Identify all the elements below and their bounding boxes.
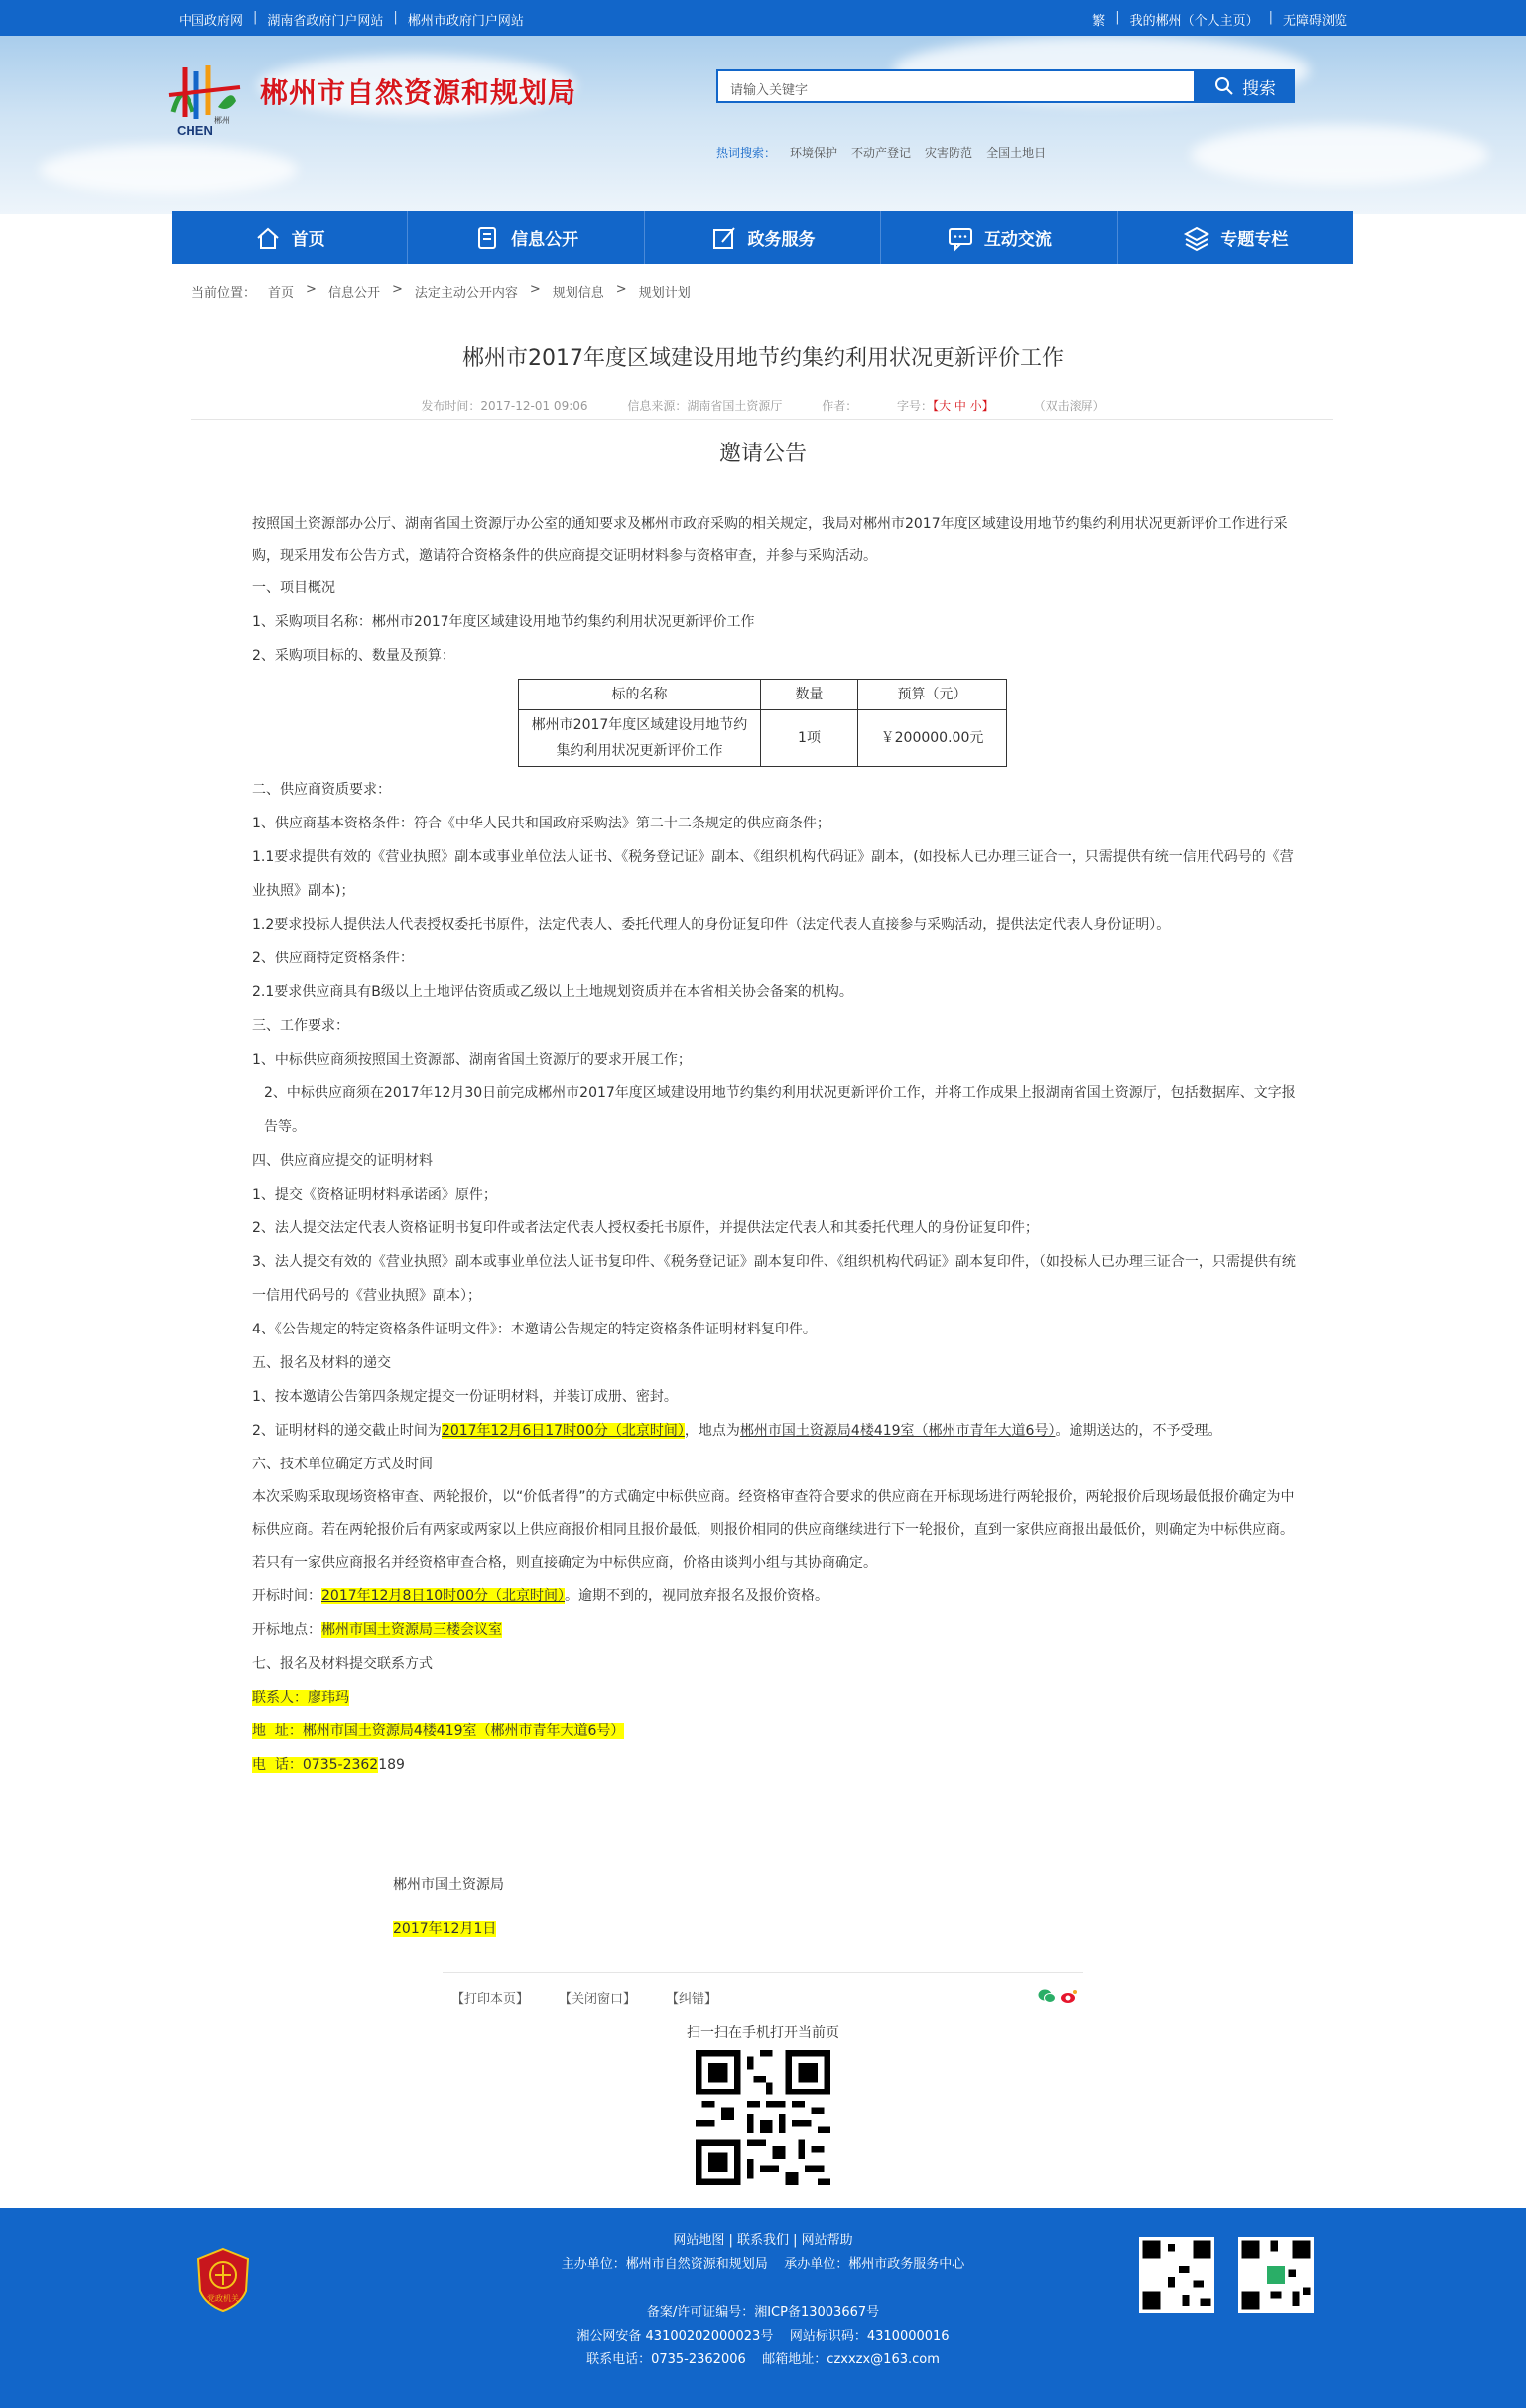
top-bar [0,0,1526,36]
info-source: 信息来源：湖南省国土资源厅 [627,399,783,413]
home-icon [254,224,282,252]
article-title: 郴州市2017年度区域建设用地节约集约利用状况更新评价工作 [462,346,1064,371]
section-heading: 五、报名及材料的递交 [252,1355,391,1371]
wechat-icon[interactable] [1038,1988,1056,2004]
section-heading: 三、工作要求： [252,1018,349,1034]
divider [191,419,1333,420]
section-heading: 一、项目概况 [252,580,335,596]
budget-table [518,679,1007,767]
hot-word[interactable]: 灾害防范 [925,146,973,160]
error-report-button[interactable]: 【纠错】 [666,1992,718,2007]
search-button[interactable] [1196,69,1295,103]
svg-text:郴州: 郴州 [214,116,230,125]
paragraph: 开标地点：郴州市国土资源局三楼会议室 [252,1622,502,1638]
edit-icon [710,224,738,252]
author: 作者： [822,399,858,413]
weibo-icon[interactable] [1060,1988,1078,2004]
hot-words-label: 热词搜索： [716,146,777,160]
sign-org: 郴州市国土资源局 [393,1877,504,1893]
article-body [220,508,1307,1782]
paragraph: 2、供应商特定资格条件： [252,951,414,966]
table-header: 标的名称 [519,680,761,710]
main-nav [172,211,1353,264]
layers-icon [1183,224,1210,252]
print-button[interactable]: 【打印本页】 [451,1992,530,2007]
site-logo-icon[interactable] [163,58,244,139]
paragraph: 4、《公告规定的特定资格条件证明文件》：本邀请公告规定的特定资格条件证明材料复印件。 [252,1322,817,1337]
table-cell: 郴州市2017年度区域建设用地节约集约利用状况更新评价工作 [519,710,761,767]
paragraph: 1、供应商基本资格条件：符合《中华人民共和国政府采购法》第二十二条规定的供应商条件； [252,816,830,831]
link-hunan-gov[interactable]: 湖南省政府门户网站 [267,14,384,29]
site-title: 郴州市自然资源和规划局 [260,76,577,109]
contact-phone: 电 话：0735-2362 [252,1757,379,1773]
font-big-button[interactable]: 大 [939,399,952,413]
scroll-hint: （双击滚屏） [1033,399,1105,413]
search-input[interactable]: 请输入关键字 [716,69,1196,103]
paragraph: 按照国土资源部办公厅、湖南省国土资源厅办公室的通知要求及郴州市政府采购的相关规定，我局对郴州市2017年度区域建设用地节约集约利用状况更新评价工作进行采购，现采用发布公告方式，邀请符合资格条件的供应商提交证明材料参与资格审查，并参与采购活动。 [252,516,1288,564]
font-mid-button[interactable]: 中 [954,399,966,413]
hot-word[interactable]: 环境保护 [790,146,838,160]
paragraph [220,1681,1307,1714]
hot-words [716,144,1046,161]
qr-code-icon [1238,2237,1314,2313]
paragraph: 1、提交《资格证明材料承诺函》原件； [252,1187,497,1203]
contact-person: 联系人：廖玮玛 [252,1690,349,1706]
page-actions [451,1988,717,2007]
hot-word[interactable]: 全国土地日 [986,146,1047,160]
link-chenzhou-gov[interactable]: 郴州市政府门户网站 [407,14,524,29]
breadcrumb-item[interactable]: 规划计划 [638,286,691,301]
close-window-button[interactable]: 【关闭窗口】 [559,1992,637,2007]
paragraph: 2、法人提交法定代表人资格证明书复印件或者法定代表人授权委托书原件，并提供法定代表人和其委托代理人的身份证复印件； [252,1220,1039,1236]
scan-hint: 扫一扫在手机打开当前页 [687,2025,839,2041]
bid-place-highlight: 郴州市国土资源局三楼会议室 [321,1622,502,1638]
qr-code-icon [1139,2237,1214,2313]
deadline-highlight: 2017年12月6日17时00分（北京时间） [441,1423,685,1439]
link-traditional[interactable]: 繁 [1092,14,1106,29]
section-heading: 二、供应商资质要求： [252,782,391,798]
paragraph: 3、法人提交有效的《营业执照》副本或事业单位法人证书复印件、《税务登记证》副本复印件、《组织机构代码证》副本复印件，（如投标人已办理三证合一，只需提供有统一信用代码号的《营业执照》副本）； [252,1254,1296,1304]
publish-time: 发布时间：2017-12-01 09:06 [421,399,588,413]
section-heading: 六、技术单位确定方式及时间 [252,1457,433,1472]
footer-host: 主办单位：郴州市自然资源和规划局 承办单位：郴州市政务服务中心 [561,2257,965,2272]
footer [0,2208,1526,2408]
nav-gov-service[interactable]: 政务服务 [645,211,881,264]
nav-info-public[interactable]: 信息公开 [408,211,644,264]
divider [443,1972,1083,1973]
table-cell: ￥200000.00元 [858,710,1007,767]
share-icons [1038,1988,1078,2004]
paragraph: 1、采购项目名称：郴州市2017年度区域建设用地节约集约利用状况更新评价工作 [252,614,755,630]
footer-links[interactable]: 网站地图 | 联系我们 | 网站帮助 [673,2233,853,2248]
nav-special[interactable]: 专题专栏 [1118,211,1353,264]
contact-address: 地 址：郴州市国土资源局4楼419室（郴州市青年大道6号） [252,1723,625,1739]
paragraph: 2、证明材料的递交截止时间为2017年12月6日17时00分（北京时间），地点为郴州市国土资源局4楼419室（郴州市青年大道6号）。逾期送达的，不予受理。 [252,1423,1222,1439]
paragraph: 开标时间：2017年12月8日10时00分（北京时间）。逾期不到的，视同放弃报名及报价资格。 [252,1588,828,1604]
paragraph [220,1714,1307,1748]
svg-text:党政机关: 党政机关 [207,2294,239,2303]
breadcrumb-item[interactable]: 信息公开 [327,286,380,301]
table-header: 预算（元） [858,680,1007,710]
qr-code-icon [696,2050,830,2185]
top-links-right: 繁 | 我的郴州（个人主页） | 无障碍浏览 [1092,10,1347,29]
section-heading: 七、报名及材料提交联系方式 [252,1656,433,1672]
footer-icp: 备案/许可证编号：湘ICP备13003667号 [646,2305,880,2320]
paragraph: 2.1要求供应商具有B级以上土地评估资质或乙级以上土地规划资质并在本省相关协会备案的机构。 [252,984,853,1000]
hot-word[interactable]: 不动产登记 [851,146,912,160]
paragraph: 1.2要求投标人提供法人代表授权委托书原件，法定代表人、委托代理人的身份证复印件（法定代表人直接参与采购活动，提供法定代表人身份证明）。 [252,917,1171,933]
bid-time-highlight: 2017年12月8日10时00分（北京时间） [321,1588,565,1604]
notice-heading: 邀请公告 [718,442,807,466]
font-size-control: 字号：【大 中 小】 [897,399,994,413]
signature-block [393,1863,504,1951]
svg-text:CHEN: CHEN [177,123,213,138]
breadcrumb: 当前位置： 首页 > 信息公开 > 法定主动公开内容 > 规划信息 > 规划计划 [191,282,691,301]
table-cell: 1项 [761,710,858,767]
font-small-button[interactable]: 小 [969,399,982,413]
link-my-chenzhou[interactable]: 我的郴州（个人主页） [1129,14,1259,29]
nav-home[interactable]: 首页 [172,211,408,264]
paragraph: 2、采购项目标的、数量及预算： [252,648,455,664]
paragraph: 2、中标供应商须在2017年12月30日前完成郴州市2017年度区域建设用地节约集约利用状况更新评价工作，并将工作成果上报湖南省国土资源厅，包括数据库、文字报告等。 [264,1085,1296,1135]
paragraph: 1.1要求提供有效的《营业执照》副本或事业单位法人证书、《税务登记证》副本、《组织机构代码证》副本，(如投标人已办理三证合一，只需提供有统一信用代码号的《营业执照》副本)； [252,849,1294,899]
footer-police: 湘公网安备 43100202000023号 网站标识码：4310000016 [576,2329,950,2344]
table-header: 数量 [761,680,858,710]
sign-date: 2017年12月1日 [393,1921,497,1937]
search-button-label: 搜索 [1242,78,1276,99]
chat-icon [947,224,974,252]
breadcrumb-item[interactable]: 首页 [268,286,295,301]
paragraph: 1、按本邀请公告第四条规定提交一份证明材料，并装订成册、密封。 [252,1389,678,1405]
paragraph: 1、中标供应商须按照国土资源部、湖南省国土资源厅的要求开展工作； [252,1052,692,1068]
footer-contact: 联系电话：0735-2362006 邮箱地址：czxxzx@163.com [586,2352,940,2367]
document-icon [473,224,501,252]
paragraph: 本次采购采取现场资格审查、两轮报价，以“价低者得”的方式确定中标供应商。经资格审查符合要求的供应商在开标现场进行两轮报价，两轮报价后现场最低报价确定为中标供应商。若在两轮报价后有两家或两家以上供应商报价相同且报价最低，则报价相同的供应商继续进行下一轮报价，直到一家供应商报出最低价，则确定为中标供应商。若只有一家供应商报名并经资格审查合格，则直接确定为中标供应商，价格由谈判小组与其协商确定。 [252,1489,1295,1571]
link-gov-cn[interactable]: 中国政府网 [179,14,244,29]
address-underline: 郴州市国土资源局4楼419室（郴州市青年大道6号） [739,1423,1056,1439]
paragraph: 电 话：0735-2362189 [252,1757,405,1773]
article-meta [0,397,1526,414]
top-links-left: 中国政府网 | 湖南省政府门户网站 | 郴州市政府门户网站 [179,10,524,29]
search-icon [1214,76,1234,96]
breadcrumb-item[interactable]: 法定主动公开内容 [414,286,518,301]
breadcrumb-item[interactable]: 规划信息 [552,286,604,301]
link-accessibility[interactable]: 无障碍浏览 [1282,14,1347,29]
section-heading: 四、供应商应提交的证明材料 [252,1153,433,1169]
nav-interaction[interactable]: 互动交流 [881,211,1117,264]
